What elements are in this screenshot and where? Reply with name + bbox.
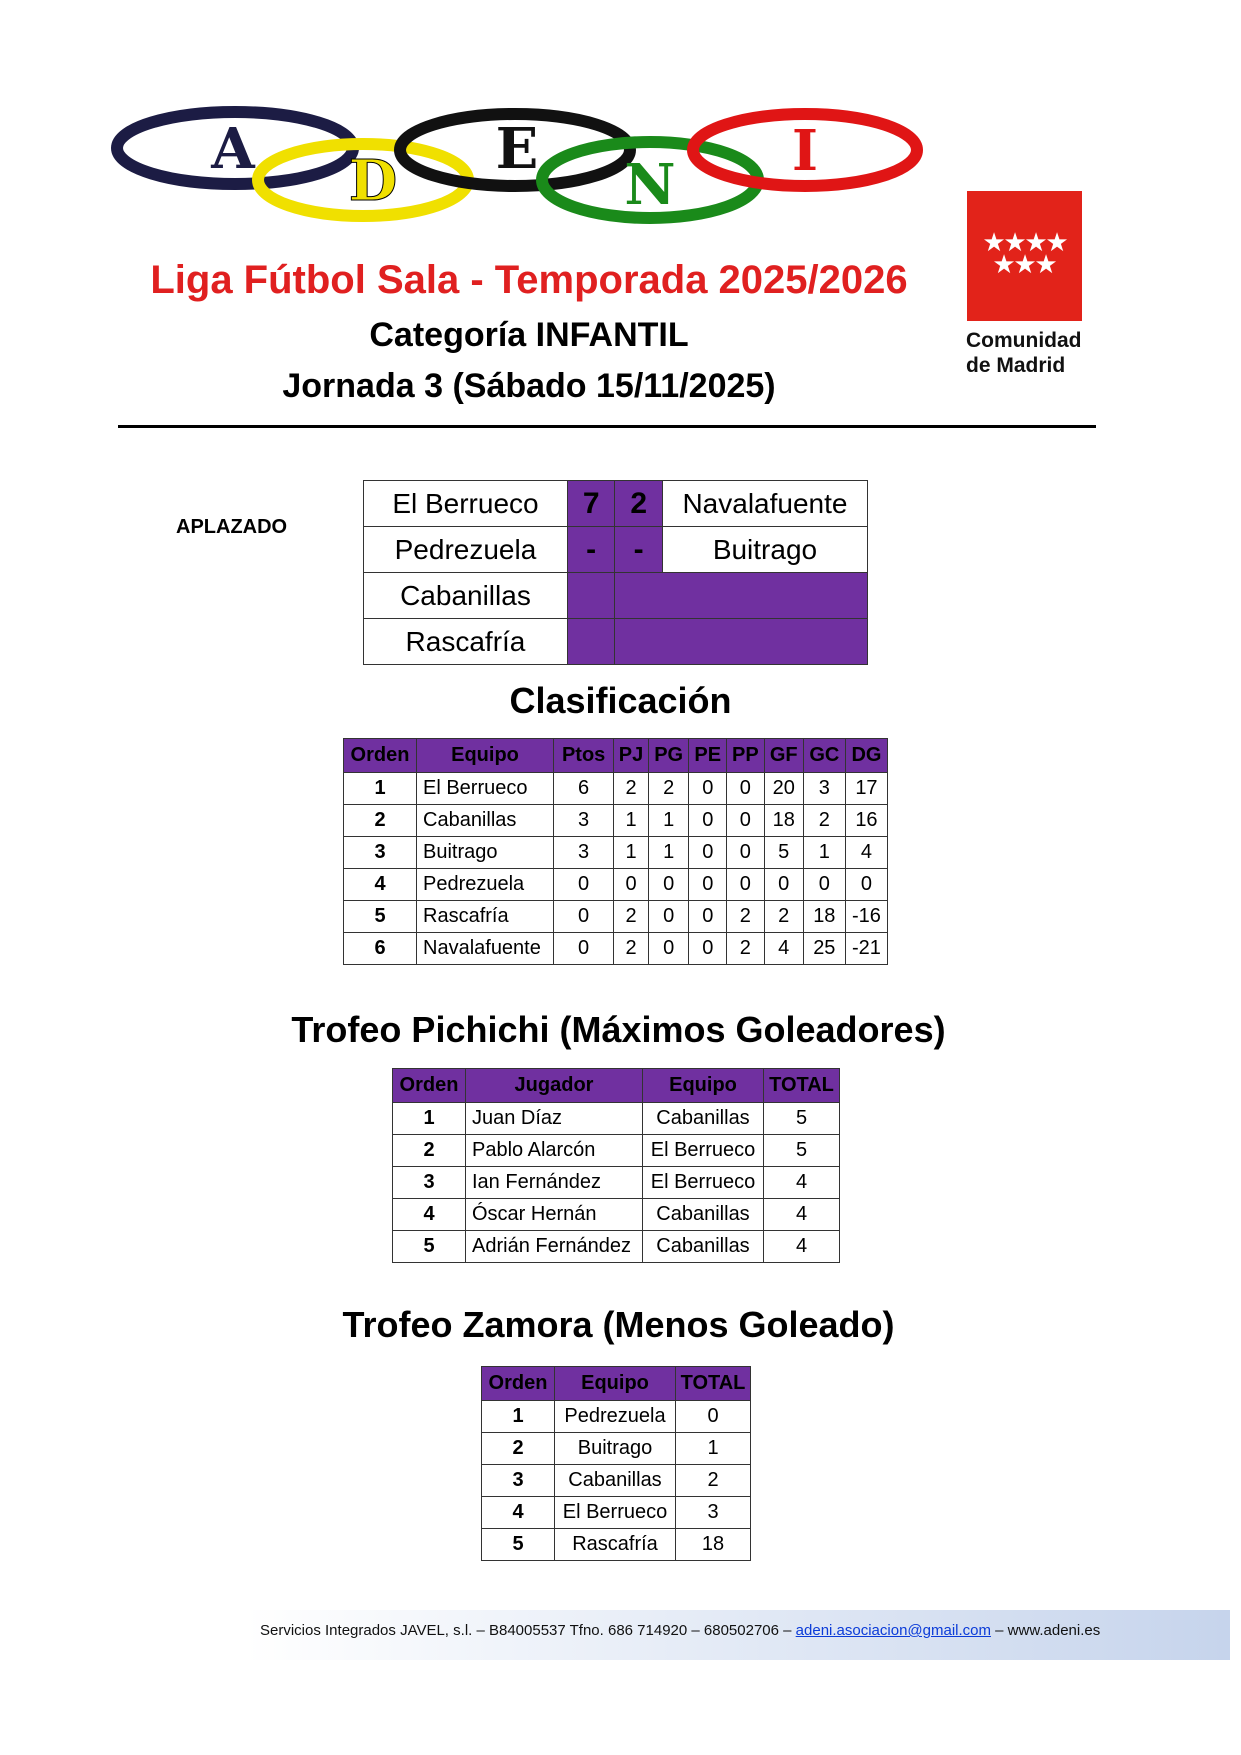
table-cell: 4: [482, 1497, 555, 1529]
fixture-row: [364, 527, 868, 573]
table-cell: 18: [803, 901, 845, 933]
table-cell: 0: [554, 869, 614, 901]
svg-text:★: ★: [1024, 228, 1048, 258]
logo-letter-d: D: [348, 148, 398, 214]
table-row: [344, 805, 888, 837]
col-total: TOTAL: [764, 1069, 840, 1103]
table-cell: 2: [764, 901, 803, 933]
svg-text:★: ★: [1045, 228, 1069, 258]
table-cell: 5: [764, 1135, 840, 1167]
region-name-line2: de Madrid: [966, 354, 1066, 377]
standings-header-row: [344, 739, 888, 773]
table-cell: 0: [727, 837, 765, 869]
svg-text:★: ★: [992, 250, 1016, 280]
table-cell: 2: [614, 773, 649, 805]
table-cell: 6: [554, 773, 614, 805]
table-cell: 3: [676, 1497, 751, 1529]
table-row: [344, 933, 888, 965]
table-cell: 4: [764, 933, 803, 965]
col-pp: PP: [727, 739, 765, 773]
table-cell: Rascafría: [417, 901, 554, 933]
fixture-row: [364, 573, 868, 619]
fixture-row: [364, 481, 868, 527]
table-row: [482, 1465, 751, 1497]
col-gc: GC: [803, 739, 845, 773]
table-cell: 1: [344, 773, 417, 805]
table-cell: 1: [803, 837, 845, 869]
home-goals: [567, 573, 615, 619]
table-cell: Buitrago: [555, 1433, 676, 1465]
round-title: Jornada 3 (Sábado 15/11/2025): [282, 367, 776, 405]
footer-email-link[interactable]: adeni.asociacion@gmail.com: [795, 1622, 991, 1639]
scorers-body: [393, 1103, 840, 1263]
adeni-rings-logo: [105, 100, 935, 235]
home-team: Cabanillas: [364, 573, 568, 619]
home-team: El Berrueco: [364, 481, 568, 527]
table-cell: Navalafuente: [417, 933, 554, 965]
table-row: [393, 1167, 840, 1199]
table-cell: 2: [614, 933, 649, 965]
col-jugador: Jugador: [466, 1069, 643, 1103]
table-cell: 18: [676, 1529, 751, 1561]
table-cell: 2: [393, 1135, 466, 1167]
table-cell: 0: [727, 869, 765, 901]
table-cell: 1: [393, 1103, 466, 1135]
col-equipo: Equipo: [643, 1069, 764, 1103]
table-cell: El Berrueco: [643, 1135, 764, 1167]
table-cell: 0: [689, 933, 727, 965]
away-team: Buitrago: [662, 527, 867, 573]
table-row: [393, 1135, 840, 1167]
table-cell: Pedrezuela: [417, 869, 554, 901]
table-cell: 0: [689, 837, 727, 869]
away-goals: [615, 573, 868, 619]
table-cell: 5: [764, 1103, 840, 1135]
table-cell: 0: [648, 869, 689, 901]
table-cell: 0: [689, 869, 727, 901]
table-cell: 0: [676, 1401, 751, 1433]
standings-body: [344, 773, 888, 965]
table-cell: 16: [845, 805, 887, 837]
table-cell: 0: [689, 773, 727, 805]
table-cell: 4: [845, 837, 887, 869]
table-cell: Cabanillas: [417, 805, 554, 837]
table-cell: 2: [648, 773, 689, 805]
standings-table: [343, 738, 888, 965]
table-cell: El Berrueco: [643, 1167, 764, 1199]
table-cell: 5: [393, 1231, 466, 1263]
table-cell: 20: [764, 773, 803, 805]
table-cell: 3: [554, 805, 614, 837]
table-cell: 2: [803, 805, 845, 837]
table-cell: 3: [554, 837, 614, 869]
footer-text: [260, 1622, 1100, 1639]
goalkeeping-table: [481, 1366, 751, 1561]
league-title: Liga Fútbol Sala - Temporada 2025/2026: [150, 258, 908, 302]
table-cell: Cabanillas: [643, 1103, 764, 1135]
table-cell: 0: [727, 805, 765, 837]
table-cell: 4: [764, 1167, 840, 1199]
table-cell: 0: [614, 869, 649, 901]
table-cell: 5: [764, 837, 803, 869]
table-cell: 4: [764, 1199, 840, 1231]
table-cell: Juan Díaz: [466, 1103, 643, 1135]
header-divider: [118, 425, 1096, 428]
home-goals: 7: [567, 481, 615, 527]
col-equipo: Equipo: [555, 1367, 676, 1401]
logo-letter-a: A: [211, 116, 255, 182]
table-row: [344, 773, 888, 805]
table-cell: 3: [482, 1465, 555, 1497]
standings-title: Clasificación: [509, 680, 732, 721]
table-cell: 3: [803, 773, 845, 805]
table-cell: 3: [393, 1167, 466, 1199]
table-row: [393, 1199, 840, 1231]
scorers-header-row: [393, 1069, 840, 1103]
away-goals: 2: [615, 481, 663, 527]
table-cell: Óscar Hernán: [466, 1199, 643, 1231]
table-cell: Adrián Fernández: [466, 1231, 643, 1263]
logo-letter-i: I: [791, 118, 819, 184]
footer-website: – www.adeni.es: [991, 1622, 1101, 1639]
table-cell: 0: [554, 933, 614, 965]
fixtures-table: [363, 480, 868, 665]
svg-text:★: ★: [982, 228, 1006, 258]
table-cell: Rascafría: [555, 1529, 676, 1561]
col-ptos: Ptos: [554, 739, 614, 773]
table-row: [482, 1529, 751, 1561]
home-team: Rascafría: [364, 619, 568, 665]
table-cell: 4: [764, 1231, 840, 1263]
postponed-label: APLAZADO: [176, 516, 288, 538]
logo-letter-n: N: [624, 152, 676, 218]
table-cell: 18: [764, 805, 803, 837]
table-row: [344, 837, 888, 869]
table-cell: 0: [689, 901, 727, 933]
goalkeeping-body: [482, 1401, 751, 1561]
table-row: [393, 1231, 840, 1263]
table-cell: 0: [727, 773, 765, 805]
col-dg: DG: [845, 739, 887, 773]
home-goals: [567, 619, 615, 665]
table-cell: 1: [614, 837, 649, 869]
col-pj: PJ: [614, 739, 649, 773]
table-cell: Ian Fernández: [466, 1167, 643, 1199]
table-row: [344, 869, 888, 901]
table-cell: Cabanillas: [643, 1231, 764, 1263]
table-cell: Pablo Alarcón: [466, 1135, 643, 1167]
table-cell: 2: [727, 901, 765, 933]
table-cell: Buitrago: [417, 837, 554, 869]
table-cell: 2: [614, 901, 649, 933]
table-cell: 0: [648, 901, 689, 933]
table-cell: Cabanillas: [555, 1465, 676, 1497]
svg-text:★: ★: [1003, 228, 1027, 258]
goalkeeping-header-row: [482, 1367, 751, 1401]
table-cell: 1: [676, 1433, 751, 1465]
table-cell: 0: [689, 805, 727, 837]
col-pg: PG: [648, 739, 689, 773]
table-cell: 4: [393, 1199, 466, 1231]
home-team: Pedrezuela: [364, 527, 568, 573]
table-row: [482, 1433, 751, 1465]
table-cell: 17: [845, 773, 887, 805]
away-team: Navalafuente: [662, 481, 867, 527]
goalkeeping-title: Trofeo Zamora (Menos Goleado): [342, 1304, 895, 1345]
table-cell: 2: [676, 1465, 751, 1497]
logo-letter-e: E: [495, 116, 539, 182]
fixture-row: [364, 619, 868, 665]
table-row: [482, 1497, 751, 1529]
table-cell: 2: [482, 1433, 555, 1465]
table-cell: Pedrezuela: [555, 1401, 676, 1433]
table-cell: 0: [845, 869, 887, 901]
col-equipo: Equipo: [417, 739, 554, 773]
region-name-line1: Comunidad: [966, 329, 1082, 352]
col-orden: Orden: [482, 1367, 555, 1401]
col-gf: GF: [764, 739, 803, 773]
table-cell: 1: [648, 837, 689, 869]
home-goals: -: [567, 527, 615, 573]
category-title: Categoría INFANTIL: [369, 316, 689, 354]
table-cell: 1: [482, 1401, 555, 1433]
table-cell: 3: [344, 837, 417, 869]
table-cell: 1: [614, 805, 649, 837]
table-cell: 6: [344, 933, 417, 965]
footer-company: Servicios Integrados JAVEL, s.l. – B84005537 Tfno. 686 714920 – 680502706 –: [260, 1622, 796, 1639]
table-cell: 2: [344, 805, 417, 837]
away-goals: [615, 619, 868, 665]
svg-text:★: ★: [1034, 250, 1058, 280]
table-cell: 0: [764, 869, 803, 901]
table-cell: 0: [803, 869, 845, 901]
svg-text:★: ★: [1013, 250, 1037, 280]
table-cell: El Berrueco: [555, 1497, 676, 1529]
table-cell: 2: [727, 933, 765, 965]
col-total: TOTAL: [676, 1367, 751, 1401]
table-cell: 4: [344, 869, 417, 901]
table-cell: Cabanillas: [643, 1199, 764, 1231]
table-cell: -16: [845, 901, 887, 933]
away-goals: -: [615, 527, 663, 573]
table-row: [482, 1401, 751, 1433]
table-cell: 0: [554, 901, 614, 933]
col-orden: Orden: [393, 1069, 466, 1103]
table-row: [344, 901, 888, 933]
table-row: [393, 1103, 840, 1135]
scorers-title: Trofeo Pichichi (Máximos Goleadores): [291, 1009, 946, 1050]
table-cell: 1: [648, 805, 689, 837]
table-cell: 5: [482, 1529, 555, 1561]
table-cell: -21: [845, 933, 887, 965]
col-orden: Orden: [344, 739, 417, 773]
table-cell: 25: [803, 933, 845, 965]
col-pe: PE: [689, 739, 727, 773]
table-cell: El Berrueco: [417, 773, 554, 805]
table-cell: 5: [344, 901, 417, 933]
table-cell: 0: [648, 933, 689, 965]
scorers-table: [392, 1068, 840, 1263]
